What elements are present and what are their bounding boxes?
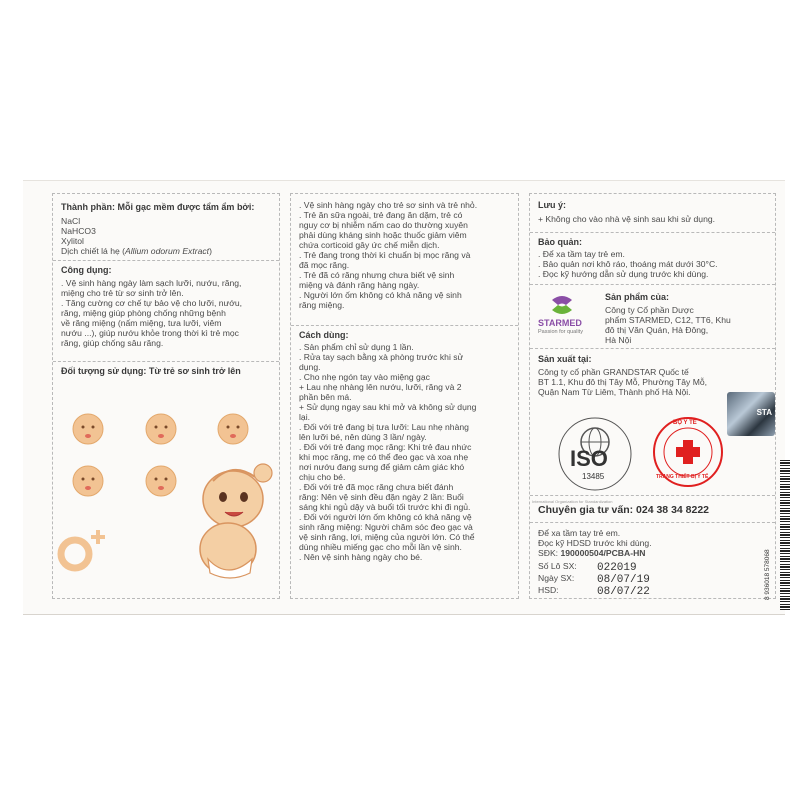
- uses-list: [61, 278, 242, 348]
- storage-line: . Bảo quản nơi khô ráo, thoáng mát dưới 30°C.: [538, 259, 718, 269]
- usage-line: sáng khi ngủ dậy và buổi tối trước khi đi ngủ.: [299, 502, 471, 512]
- indication-line: miệng và đánh răng hàng ngày.: [299, 280, 420, 290]
- indication-line: chứa corticoid gây ức chế miễn dịch.: [299, 240, 440, 250]
- usage-line: . Đối với trẻ đang mọc răng: Khi trẻ đau nhức: [299, 442, 472, 452]
- usage-line: lại.: [299, 412, 310, 422]
- usage-line: . Rửa tay sạch bằng xà phòng trước khi sử: [299, 352, 464, 362]
- indication-line: . Trẻ ăn sữa ngoài, trẻ đang ăn dặm, trẻ có: [299, 210, 463, 220]
- indication-line: phải dùng kháng sinh hoặc thuốc giảm viêm: [299, 230, 467, 240]
- usage-line: + Lau nhẹ nhàng lên nướu, lưỡi, răng và 2: [299, 382, 462, 392]
- address-line: BT 1.1, Khu đô thị Tây Mỗ, Phường Tây Mỗ,: [538, 377, 708, 387]
- hologram-sticker: [727, 392, 775, 436]
- usage-line: chịu cho bé.: [299, 472, 346, 482]
- manufacturer-address: [538, 367, 707, 397]
- usage-line: khi mọc răng, mẹ có thể đeo gạc và xoa nhẹ: [299, 452, 469, 462]
- indication-line: . Vệ sinh hàng ngày cho trẻ sơ sinh và trẻ nhỏ.: [299, 200, 478, 210]
- usage-line: lên lưỡi bé, nên dùng 3 lần/ ngày.: [299, 432, 427, 442]
- usage-line: dùng nhiều miếng gạc cho mỗi lần vệ sinh.: [299, 542, 462, 552]
- address-line: Hà Nội: [605, 335, 632, 345]
- lot-label: Số Lô SX:: [538, 561, 577, 571]
- brand-name: STARMED: [538, 318, 582, 328]
- iso-ring-text: International Organization for Standardization: [532, 499, 613, 504]
- hotline: Chuyên gia tư vấn: 024 38 34 8222: [538, 504, 710, 516]
- storage-line: . Để xa tầm tay trẻ em.: [538, 249, 625, 259]
- note-heading: Lưu ý:: [538, 200, 567, 210]
- expiry-value: 08/07/22: [597, 586, 650, 598]
- usage-line: vệ sinh răng, lợi, miệng của người lớn. Có thể: [299, 532, 475, 542]
- usage-line: . Đối với người lớn ốm không có khả năng vệ: [299, 512, 472, 522]
- iso-number: 13485: [582, 472, 605, 481]
- target-users-heading: Đối tượng sử dụng: Từ trẻ sơ sinh trở lên: [61, 366, 241, 376]
- usage-list: [299, 342, 476, 562]
- barcode: [780, 460, 790, 610]
- indication-line: . Trẻ đang trong thời kì chuẩn bị mọc răng và: [299, 250, 471, 260]
- indications-list: [299, 200, 477, 310]
- storage-line: . Đọc kỹ hướng dẫn sử dụng trước khi dùng.: [538, 269, 709, 279]
- manufacturer-heading: Sản xuất tại:: [538, 354, 592, 364]
- ingredient-item-extract: Dịch chiết lá hẹ (Allium odorum Extract): [61, 246, 212, 256]
- address-line: phẩm STARMED, C12, TT6, Khu: [605, 315, 731, 325]
- starmed-logo-icon: [548, 292, 576, 318]
- expiry-label: HSD:: [538, 585, 559, 595]
- baby-illustration: [53, 399, 279, 597]
- brand-tagline: Passion for quality: [538, 329, 583, 335]
- address-line: Công ty Cổ phần Dược: [605, 305, 694, 315]
- registration-number: SĐK: 190000504/PCBA-HN: [538, 548, 646, 558]
- uses-line: . Vệ sinh hàng ngày làm sạch lưỡi, nướu, răng,: [61, 278, 242, 288]
- usage-line: . Cho nhẹ ngón tay vào miệng gạc: [299, 372, 430, 382]
- usage-line: nơi nướu đang sưng để giảm cảm giác khó: [299, 462, 465, 472]
- column-info: [529, 193, 776, 599]
- address-line: Công ty cổ phần GRANDSTAR Quốc tế: [538, 367, 689, 377]
- storage-heading: Bảo quản:: [538, 237, 582, 247]
- address-line: Quận Nam Từ Liêm, Thành phố Hà Nội.: [538, 387, 691, 397]
- uses-line: về răng miệng (nấm miệng, tưa lưỡi, viêm: [61, 318, 222, 328]
- product-of-address: [605, 305, 731, 345]
- usage-line: . Sản phẩm chỉ sử dụng 1 lần.: [299, 342, 414, 352]
- indication-line: . Người lớn ốm không có khả năng vệ sinh: [299, 290, 462, 300]
- usage-line: . Nên vệ sinh hàng ngày cho bé.: [299, 552, 423, 562]
- mfg-date-label: Ngày SX:: [538, 573, 575, 583]
- storage-list: [538, 249, 718, 279]
- ingredients-list: [61, 216, 212, 256]
- usage-line: răng: Nên vệ sinh đều đặn ngày 2 lần: Buổi: [299, 492, 464, 502]
- indication-line: nguy cơ bị nhiễm nấm cao do thường xuyên: [299, 220, 468, 230]
- usage-line: . Đối với trẻ đã mọc răng chưa biết đánh: [299, 482, 454, 492]
- uses-line: . Tăng cường cơ chế tự bảo vệ cho lưỡi, nướu,: [61, 298, 243, 308]
- seal-top-text: BỘ Y TẾ: [673, 420, 697, 426]
- iso-label: ISO: [570, 446, 608, 471]
- ingredients-heading: Thành phần: Mỗi gạc mềm được tẩm ẩm bởi:: [61, 202, 255, 212]
- indication-line: đã mọc răng.: [299, 260, 350, 270]
- ingredient-item: Xylitol: [61, 236, 84, 246]
- footer-line: Để xa tầm tay trẻ em.: [538, 528, 621, 538]
- address-line: đô thị Văn Quán, Hà Đông,: [605, 325, 709, 335]
- uses-line: miệng cho trẻ từ sơ sinh trở lên.: [61, 288, 184, 298]
- indication-line: . Trẻ đã có răng nhưng chưa biết vệ sinh: [299, 270, 455, 280]
- column-ingredients: [52, 193, 280, 599]
- product-of-heading: Sản phẩm của:: [605, 292, 670, 302]
- ingredient-item: NaHCO3: [61, 226, 96, 236]
- hologram-text: STA: [756, 408, 772, 417]
- note-text: + Không cho vào nhà vệ sinh sau khi sử dụng.: [538, 214, 716, 224]
- usage-line: sinh răng miệng: Người chăm sóc đeo gạc và: [299, 522, 473, 532]
- usage-line: + Sử dụng ngay sau khi mở và không sử dụng: [299, 402, 477, 412]
- column-usage: [290, 193, 519, 599]
- uses-line: nướu ...), giúp nướu khỏe trong thời kì trẻ mọc: [61, 328, 239, 338]
- usage-line: phần bên má.: [299, 392, 352, 402]
- footer-line: Đọc kỹ HDSD trước khi dùng.: [538, 538, 652, 548]
- seal-bottom-text: TRANG THIẾT BỊ Y TẾ: [656, 474, 709, 480]
- barcode-number: 8 936018 578068: [764, 549, 771, 600]
- uses-heading: Công dụng:: [61, 265, 112, 275]
- ingredient-item: NaCl: [61, 216, 81, 226]
- lot-value: 022019: [597, 562, 637, 574]
- mfg-date-value: 08/07/19: [597, 574, 650, 586]
- indication-line: răng miệng.: [299, 300, 345, 310]
- usage-line: . Đối với trẻ đang bị tưa lưỡi: Lau nhẹ nhàng: [299, 422, 469, 432]
- usage-heading: Cách dùng:: [299, 330, 349, 340]
- uses-line: răng, miệng giúp phòng chống những bệnh: [61, 308, 226, 318]
- usage-line: dụng.: [299, 362, 321, 372]
- uses-line: răng, giúp chống sâu răng.: [61, 338, 164, 348]
